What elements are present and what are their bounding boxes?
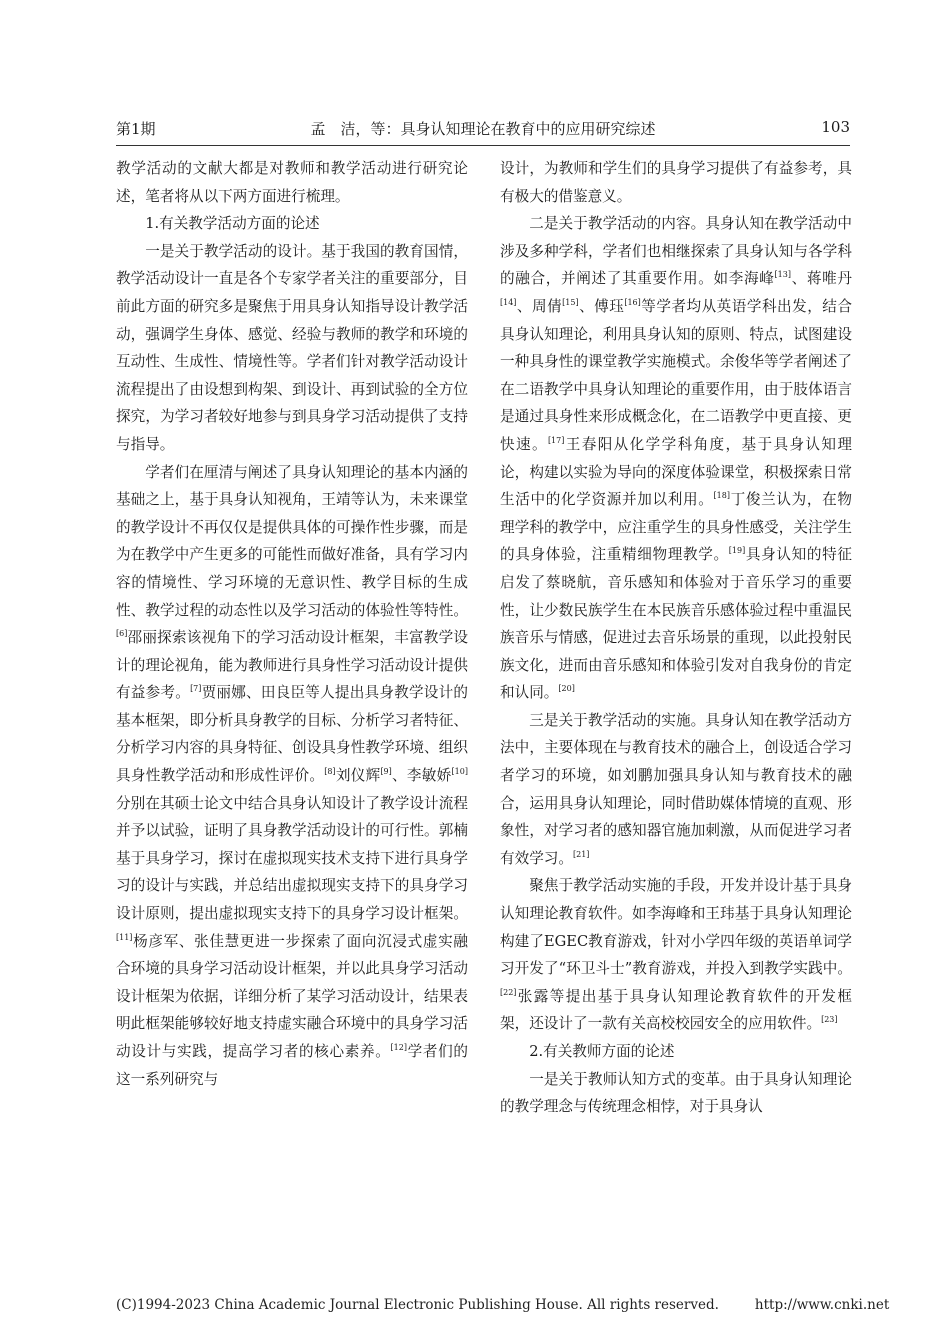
copyright-footer	[116, 1297, 889, 1313]
section-heading: 2.有关教师方面的论述	[529, 1043, 675, 1060]
text-run: 具身认知的特征启发了蔡晓航，音乐感知和体验对于音乐学习的重要性，让少数民族学生在本民族音乐感体验过程中重温民族音乐与情感，促进过去音乐场景的重现，以此投射民族文化，进而由音乐感知和体验引发对自我身份的肯定和认同。	[500, 546, 852, 702]
citation: [13]	[774, 270, 791, 280]
text-run: 丁俊兰认为，在物理学科的教学中，应注重学生的具身性感受，关注学生的具身体验，注重精细物理教学。	[500, 491, 852, 564]
text-run: 聚焦于教学活动实施的手段，开发并设计基于具身认知理论教育软件。如李海峰和王玮基于具身认知理论构建了EGEC教育游戏，针对小学四年级的英语单词学习开发了“环卫斗士”教育游戏，并投入到教学实践中。	[500, 877, 852, 978]
text-run: 贾丽娜、田良臣等人提出具身教学设计的基本框架，即分析具身教学的目标、分析学习者特征、分析学习内容的具身特征、创设具身性教学环境、组织具身性教学活动和形成性评价。	[116, 684, 468, 785]
text-run: 刘仪辉	[335, 767, 381, 785]
paragraph	[500, 707, 852, 873]
text-run: 分别在其硕士论文中结合具身认知设计了教学设计流程并予以试验，证明了具身教学活动设计的可行性。郭楠基于具身学习，探讨在虚拟现实技术支持下进行具身学习的设计与实践，并总结出虚拟现实支持下的具身学习设计原则，提出虚拟现实支持下的具身学习设计框架。	[116, 794, 468, 923]
citation: [22]	[500, 987, 517, 997]
paragraph: 教学活动的文献大都是对教师和教学活动进行研究论述，笔者将从以下两方面进行梳理。	[116, 160, 468, 205]
text-run: 二是关于教学活动的内容。具身认知在教学活动中涉及多种学科，学者们也相继探索了具身认知与各学科的融合，并阐述了其重要作用。如李海峰	[500, 215, 852, 288]
text-run: 王春阳从化学学科角度，基于具身认知理论，构建以实验为导向的深度体验课堂，积极探索日常生活中的化学资源并加以利用。	[500, 435, 852, 509]
copyright-text: (C)1994-2023 China Academic Journal Electronic Publishing House. All rights reserved.	[116, 1297, 719, 1313]
citation: [12]	[390, 1043, 407, 1052]
text-run: 学者们的这一系列研究与	[116, 1043, 468, 1088]
footer-url[interactable]: http://www.cnki.net	[754, 1297, 890, 1313]
paragraph: 一是关于教学活动的设计。基于我国的教育国情，教学活动设计一直是各个专家学者关注的重要部分，目前此方面的研究多是聚焦于用具身认知指导设计教学活动，强调学生身体、感觉、经验与教师的教学和环境的互动性、生成性、情境性等。学者们针对教学活动设计流程提出了由设想到构架、到设计、再到试验的全方位探究，为学习者较好地参与到具身学习活动提供了支持与指导。	[116, 242, 468, 453]
header-rule	[116, 145, 850, 146]
journal-issue: 第1期	[116, 120, 156, 138]
citation: [9]	[380, 767, 392, 777]
text-run: 等学者均从英语学科出发，结合具身认知理论，利用具身认知的原则、特点，试图建设一种具身性的课堂教学实施模式。余俊华等学者阐述了在二语教学中具身认知理论的重要作用，由于肢体语言是通过具身性来形成概念化，在二语教学中更直接、更快速。	[500, 297, 852, 453]
paragraph	[500, 210, 852, 707]
citation: [21]	[572, 849, 590, 859]
text-run: 邵丽探索该视角下的学习活动设计框架，丰富教学设计的理论视角，能为教师进行具身性学习活动设计提供有益参考。	[116, 629, 468, 702]
running-header	[116, 118, 850, 144]
text-run: 、李敏娇	[391, 767, 452, 785]
citation: [7]	[190, 684, 202, 694]
text-run: 杨彦军、张佳慧更进一步探索了面向沉浸式虚实融合环境的具身学习活动设计框架，并以此具身学习活动设计框架为依据，详细分析了某学习活动设计，结果表明此框架能够较好地支持虚实融合环境中的具身学习活动设计与实践，提高学习者的核心素养。	[116, 932, 468, 1060]
paragraph: 设计，为教师和学生们的具身学习提供了有益参考，具有极大的借鉴意义。	[500, 160, 852, 205]
citation: [17]	[547, 435, 565, 445]
text-run: 、周倩	[516, 297, 563, 315]
citation: [10]	[451, 767, 468, 777]
paragraph: 一是关于教师认知方式的变革。由于具身认知理论的教学理念与传统理念相悖，对于具身认	[500, 1070, 852, 1116]
text-run: 学者们在厘清与阐述了具身认知理论的基本内涵的基础之上，基于具身认知视角，王靖等认为，未来课堂的教学设计不再仅仅是提供具体的可操作性步骤，而是为在教学中产生更多的可能性而做好准备，具有学习内容的情境性、学习环境的无意识性、教学目标的生成性、教学过程的动态性以及学习活动的体验性等特性。	[116, 463, 468, 619]
citation: [6]	[116, 629, 128, 639]
citation: [14]	[500, 297, 517, 307]
running-title: 孟 洁，等：具身认知理论在教育中的应用研究综述	[310, 120, 656, 138]
citation: [8]	[324, 767, 336, 777]
citation: [23]	[821, 1015, 838, 1025]
page-number: 103	[821, 118, 850, 136]
paragraph	[116, 459, 468, 1094]
citation: [16]	[624, 297, 641, 307]
text-run: 、傅珏	[578, 297, 625, 315]
citation: [18]	[713, 491, 730, 501]
paragraph	[500, 872, 852, 1038]
text-run: 三是关于教学活动的实施。具身认知在教学活动方法中，主要体现在与教育技术的融合上，创设适合学习者学习的环境，如刘鹏加强具身认知与教育技术的融合，运用具身认知理论，同时借助媒体情境的直观、形象性，对学习者的感知器官施加刺激，从而促进学习者有效学习。	[500, 711, 852, 867]
text-run: 、蒋唯丹	[790, 270, 852, 288]
citation: [19]	[728, 546, 746, 556]
left-column	[116, 155, 468, 1093]
right-column	[500, 155, 852, 1121]
text-run: 张露等提出基于具身认知理论教育软件的开发框架，还设计了一款有关高校校园安全的应用软件。	[500, 987, 852, 1033]
citation: [11]	[116, 932, 133, 942]
section-heading: 1.有关教学活动方面的论述	[145, 215, 320, 233]
citation: [20]	[558, 684, 575, 694]
citation: [15]	[562, 297, 579, 307]
